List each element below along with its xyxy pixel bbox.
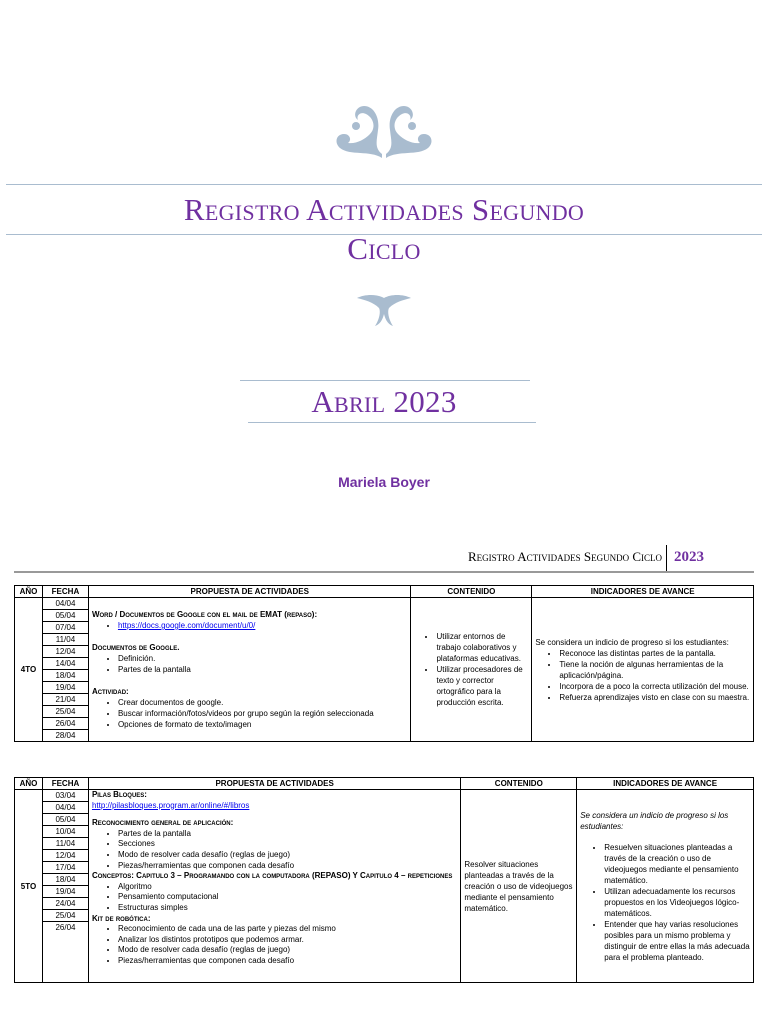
list-item: • Opciones de formato de texto/imagen: [118, 719, 408, 730]
list-item: • Partes de la pantalla: [118, 829, 457, 840]
page-header-title: Registro Actividades Segundo Ciclo: [468, 549, 662, 564]
list-item: • Reconoce las distintas partes de la pantalla.: [559, 648, 750, 659]
col-header-year: AÑO: [15, 586, 43, 598]
date-cell: 07/04: [42, 622, 88, 634]
list-item: • Tiene la noción de algunas herramientas de la aplicación/página.: [559, 659, 750, 681]
year-cell: 5TO: [15, 790, 43, 983]
col-header-date: FECHA: [42, 778, 88, 790]
list-item: • Modo de resolver cada desafío (reglas de juego): [118, 945, 457, 956]
col-header-indicators: INDICADORES DE AVANCE: [532, 586, 754, 598]
date-cell: 14/04: [42, 658, 88, 670]
content-cell: [411, 598, 532, 742]
list-item: • Pensamiento computacional: [118, 892, 457, 903]
date-cell: 04/04: [42, 802, 88, 814]
list-item: • Piezas/herramientas que componen cada desafío: [118, 861, 457, 872]
date-cell: 19/04: [42, 886, 88, 898]
list-item: • Piezas/herramientas que componen cada desafío: [118, 956, 457, 967]
proposal-cell: [88, 790, 460, 983]
proposal-heading: Conceptos: Capitulo 3 – Programando con la computadora (REPASO) Y Capitulo 4 – repeticiones: [91, 871, 453, 881]
col-header-content: CONTENIDO: [461, 778, 577, 790]
title-rule-top: [6, 184, 762, 185]
proposal-cell: [88, 598, 411, 742]
header-rule: [14, 571, 754, 573]
date-cell: 26/04: [42, 922, 88, 983]
activities-table-4to: [14, 585, 754, 742]
list-item: • Definición.: [118, 653, 408, 664]
proposal-heading: Reconocimiento general de aplicación:: [91, 818, 234, 828]
date-cell: 12/04: [42, 646, 88, 658]
page-header-year: 2023: [674, 549, 704, 565]
date-cell: 05/04: [42, 814, 88, 826]
proposal-heading: Documentos de Google.: [91, 643, 180, 652]
indicators-intro: Se considera un indicio de progreso si los estudiantes:: [535, 637, 729, 647]
list-item: • Buscar información/fotos/videos por grupo según la región seleccionada: [118, 708, 408, 719]
month-rule-top: [240, 380, 530, 381]
table-row: [15, 598, 754, 610]
list-item: • Resuelven situaciones planteadas a través de la creación o uso de videojuegos mediante el pensamiento matemático.: [604, 842, 750, 886]
proposal-heading: Word / Documentos de Google con el mail de EMAT (repaso):: [91, 610, 318, 619]
col-header-proposal: PROPUESTA DE ACTIVIDADES: [88, 586, 411, 598]
date-cell: 03/04: [42, 790, 88, 802]
activities-table-5to: [14, 777, 754, 983]
table-row: [15, 790, 754, 802]
list-item: • Incorpora de a poco la correcta utilización del mouse.: [559, 681, 750, 692]
list-item: • Algoritmo: [118, 882, 457, 893]
date-cell: 05/04: [42, 610, 88, 622]
date-cell: 18/04: [42, 670, 88, 682]
proposal-heading: Actividad:: [91, 687, 129, 696]
col-header-year: AÑO: [15, 778, 43, 790]
col-header-date: FECHA: [42, 586, 88, 598]
document-title-line1: Registro Actividades Segundo: [183, 192, 585, 227]
proposal-heading: Pilas Bloques:: [91, 790, 147, 799]
date-cell: 17/04: [42, 862, 88, 874]
col-header-indicators: INDICADORES DE AVANCE: [577, 778, 754, 790]
docs-link[interactable]: https://docs.google.com/document/u/0/: [117, 621, 256, 630]
middle-flourish-ornament: [355, 292, 413, 332]
col-header-proposal: PROPUESTA DE ACTIVIDADES: [88, 778, 460, 790]
list-item: • Modo de resolver cada desafío (reglas de juego): [118, 850, 457, 861]
date-cell: 21/04: [42, 694, 88, 706]
author-name: Mariela Boyer: [338, 474, 430, 490]
indicators-intro: Se considera un indicio de progreso si los estudiantes:: [580, 810, 729, 831]
header-divider: [666, 545, 667, 571]
date-cell: 10/04: [42, 826, 88, 838]
top-flourish-ornament: [330, 100, 438, 164]
date-cell: 26/04: [42, 718, 88, 730]
date-cell: 25/04: [42, 706, 88, 718]
date-cell: 04/04: [42, 598, 88, 610]
list-item: • Secciones: [118, 839, 457, 850]
list-item: • Entender que hay varias resoluciones posibles para un mismo problema y distinguir de entre ellas la más adecuada para el problema planteado.: [604, 919, 750, 963]
table-header-row: [15, 778, 754, 790]
content-cell: Resolver situaciones planteadas a través de la creación o uso de videojuegos mediante el pensamiento matemático.: [461, 790, 577, 983]
list-item: • Utilizar procesadores de texto y corrector ortográfico para la producción escrita.: [436, 664, 528, 708]
list-item: • Utilizar entornos de trabajo colaborativos y plataformas educativas.: [436, 631, 528, 664]
date-cell: 18/04: [42, 874, 88, 886]
col-header-content: CONTENIDO: [411, 586, 532, 598]
date-cell: 12/04: [42, 850, 88, 862]
list-item: • Crear documentos de google.: [118, 697, 408, 708]
table-header-row: [15, 586, 754, 598]
list-item: • Partes de la pantalla: [118, 664, 408, 675]
list-item: • Estructuras simples: [118, 903, 457, 914]
date-cell: 19/04: [42, 682, 88, 694]
list-item: • Refuerza aprendizajes visto en clase con su maestra.: [559, 692, 750, 703]
date-cell: 24/04: [42, 898, 88, 910]
indicators-cell: [577, 790, 754, 983]
list-item: • Reconocimiento de cada una de las parte y piezas del mismo: [118, 924, 457, 935]
year-cell: 4TO: [15, 598, 43, 742]
date-cell: 28/04: [42, 730, 88, 742]
document-title-line2: Ciclo: [347, 231, 421, 266]
proposal-heading: Kit de robótica:: [91, 913, 151, 923]
month-rule-bottom: [248, 422, 536, 423]
list-item: • Analizar los distintos prototipos que podemos armar.: [118, 935, 457, 946]
date-cell: 25/04: [42, 910, 88, 922]
pilas-bloques-link[interactable]: http://pilasbloques.program.ar/online/#/libros: [91, 800, 250, 810]
list-item: • Utilizan adecuadamente los recursos propuestos en los Videojuegos lógico-matemáticos.: [604, 886, 750, 919]
date-cell: 11/04: [42, 838, 88, 850]
indicators-cell: [532, 598, 754, 742]
date-cell: 11/04: [42, 634, 88, 646]
month-title: Abril 2023: [311, 384, 457, 419]
